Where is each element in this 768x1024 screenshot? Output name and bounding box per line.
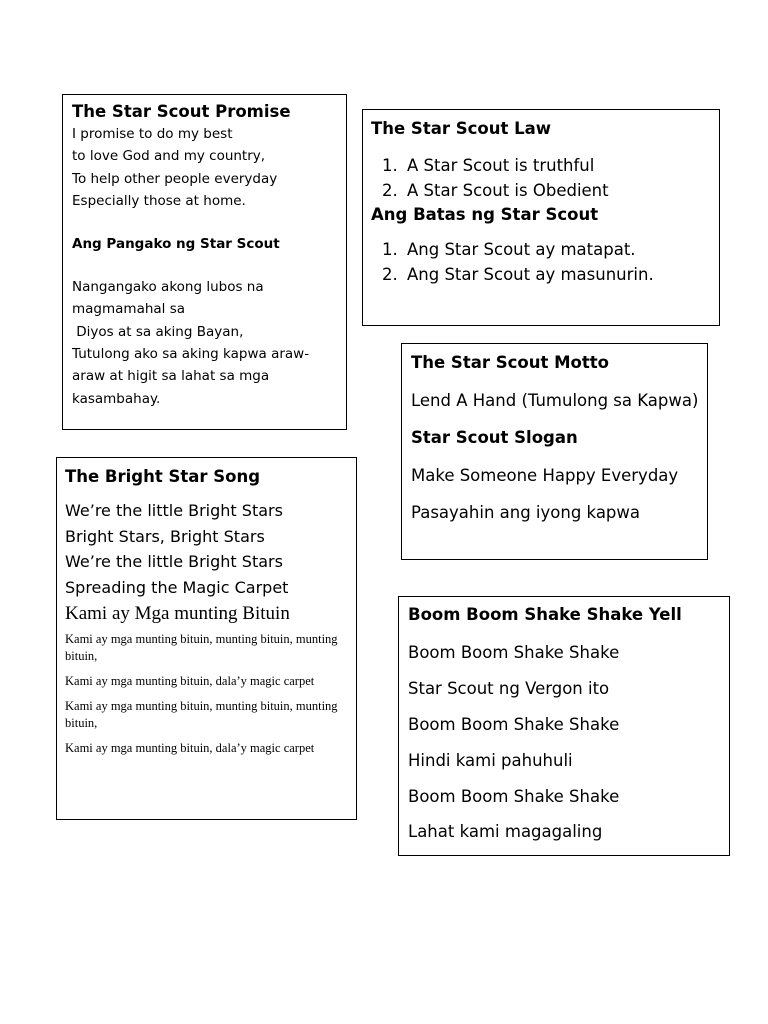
song-line: Spreading the Magic Carpet — [65, 577, 289, 597]
yell-line: Lahat kami magagaling — [408, 822, 603, 841]
law-subtitle: Ang Batas ng Star Scout — [371, 205, 599, 224]
song-line: We’re the little Bright Stars — [65, 501, 283, 520]
law-item: 1. A Star Scout is truthful — [403, 153, 711, 178]
motto-text: Lend A Hand (Tumulong sa Kapwa) — [411, 391, 699, 410]
promise-tl-line: Diyos at sa aking Bayan, — [72, 323, 244, 340]
song-title: The Bright Star Song — [65, 467, 261, 486]
slogan-en: Make Someone Happy Everyday — [411, 466, 679, 485]
song-verse: Kami ay mga munting bituin, dala’y magic carpet — [65, 674, 315, 688]
yell-line: Boom Boom Shake Shake — [408, 787, 620, 806]
promise-tl-line: kasambahay. — [72, 390, 161, 407]
yell-line: Star Scout ng Vergon ito — [408, 679, 610, 698]
promise-line: I promise to do my best — [72, 126, 233, 142]
song-card — [56, 457, 357, 820]
yell-title: Boom Boom Shake Shake Yell — [408, 605, 682, 624]
motto-card — [401, 343, 708, 560]
slogan-title: Star Scout Slogan — [411, 428, 578, 447]
promise-title: The Star Scout Promise — [72, 102, 291, 121]
song-tl-title: Kami ay Mga munting Bituin — [65, 603, 290, 624]
yell-line: Hindi kami pahuhuli — [408, 751, 573, 770]
promise-tl-line: magmamahal sa — [72, 301, 186, 318]
slogan-tl: Pasayahin ang iyong kapwa — [411, 503, 641, 522]
law-card — [362, 109, 720, 326]
law-list-en — [371, 153, 711, 203]
law-list-tl — [371, 237, 711, 287]
promise-line: to love God and my country, — [72, 148, 266, 165]
song-line: Bright Stars, Bright Stars — [65, 526, 265, 546]
yell-line: Boom Boom Shake Shake — [408, 643, 620, 662]
promise-line: To help other people everyday — [72, 170, 278, 187]
law-item: 2. A Star Scout is Obedient — [403, 178, 711, 203]
law-item-tl: 1. Ang Star Scout ay matapat. — [403, 237, 711, 262]
law-title: The Star Scout Law — [371, 119, 551, 138]
song-line: We’re the little Bright Stars — [65, 552, 283, 571]
promise-subtitle: Ang Pangako ng Star Scout — [72, 236, 280, 253]
yell-line: Boom Boom Shake Shake — [408, 715, 620, 734]
promise-card — [62, 94, 347, 430]
motto-title: The Star Scout Motto — [411, 353, 609, 372]
song-verse: Kami ay mga munting bituin, munting bituin, munting bituin, — [65, 632, 338, 663]
song-verse: Kami ay mga munting bituin, munting bituin, munting bituin, — [65, 699, 338, 730]
song-verse: Kami ay mga munting bituin, dala’y magic carpet — [65, 741, 315, 755]
promise-tl-line: Nangangako akong lubos na — [72, 279, 264, 296]
promise-tl-line: Tutulong ako sa aking kapwa araw- — [72, 346, 310, 363]
yell-card — [398, 596, 730, 856]
law-item-tl: 2. Ang Star Scout ay masunurin. — [403, 262, 711, 287]
promise-line: Especially those at home. — [72, 192, 246, 209]
promise-tl-line: araw at higit sa lahat sa mga — [72, 368, 270, 385]
